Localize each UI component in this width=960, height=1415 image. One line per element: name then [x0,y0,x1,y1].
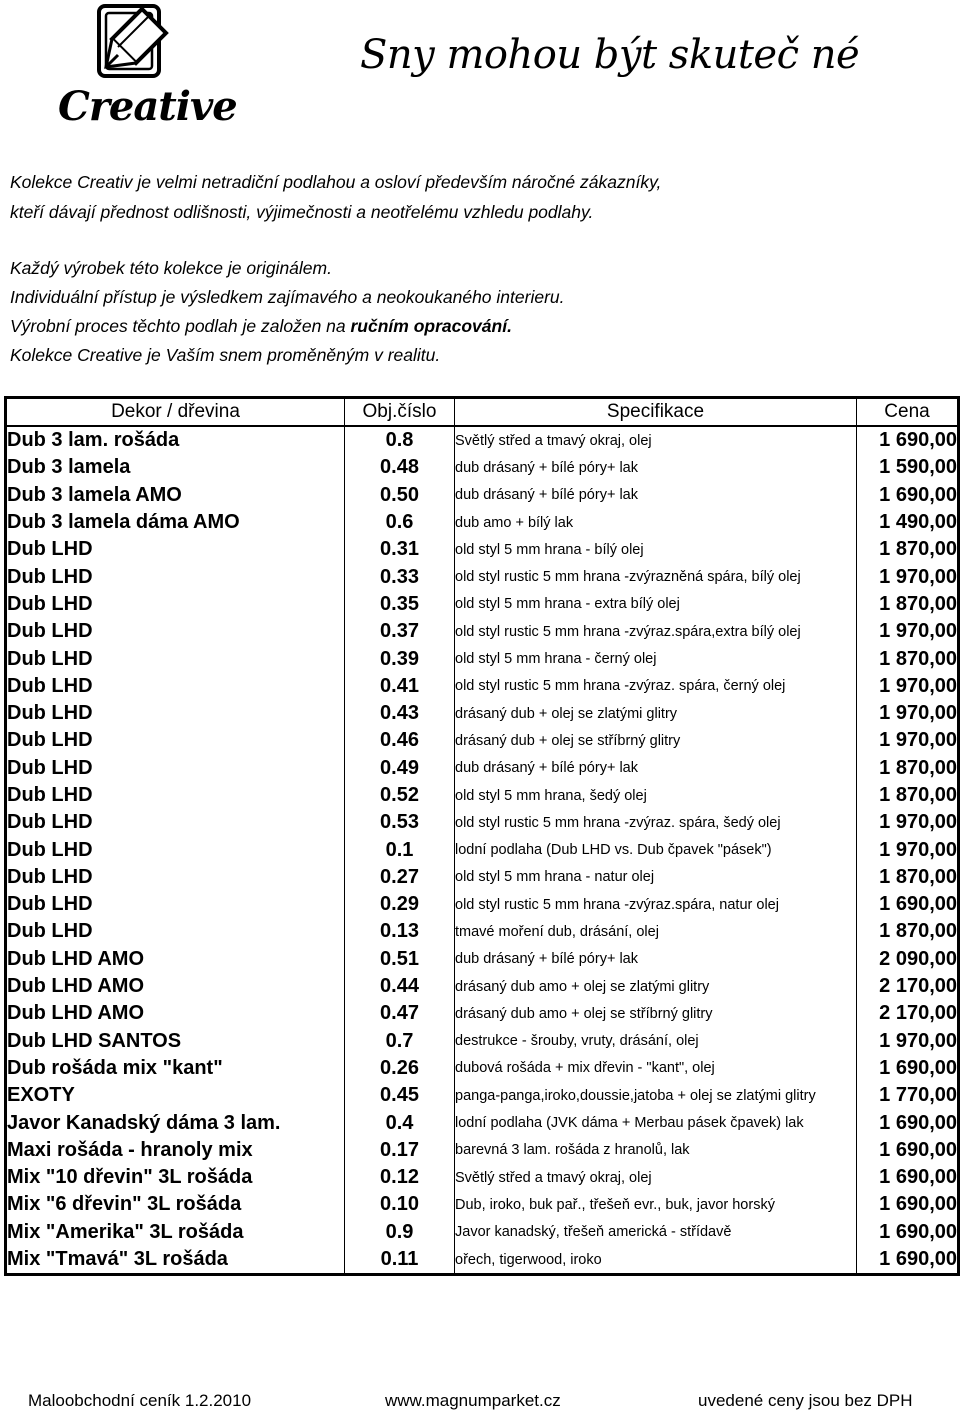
cell-cena: 1 490,00 [879,511,957,534]
cell-dekor: Mix "10 dřevin" 3L rošáda [6,1164,345,1191]
table-row [6,509,959,536]
cell-obj: 0.48 [345,454,455,481]
intro-line-5 [10,316,512,337]
cell-dekor: Dub LHD [6,700,345,727]
cell-obj: 0.46 [345,727,455,754]
cell-dekor: Dub LHD AMO [6,973,345,1000]
cell-cena: 2 170,00 [879,975,957,998]
cell-dekor: Dub 3 lamela [6,454,345,481]
cell-obj: 0.53 [345,809,455,836]
cell-dekor: Dub LHD [6,591,345,618]
slogan: Sny mohou být skuteč né [360,32,860,78]
cell-spec: old styl rustic 5 mm hrana -zvýraz.spára, natur olej [455,891,857,918]
cell-spec: Dub, iroko, buk pař., třešeň evr., buk, javor horský [455,1191,857,1218]
table-row [6,1137,959,1164]
header-dekor: Dekor / dřevina [6,398,345,427]
cell-spec: old styl 5 mm hrana - bílý olej [455,536,857,563]
cell-dekor: Dub LHD [6,618,345,645]
price-table [4,396,960,1276]
table-row [6,891,959,918]
cell-obj: 0.49 [345,755,455,782]
cell-obj: 0.12 [345,1164,455,1191]
cell-cena: 1 690,00 [879,1138,957,1161]
cell-spec: lodní podlaha (Dub LHD vs. Dub čpavek "pásek") [455,836,857,863]
footer-website: www.magnumparket.cz [385,1391,561,1410]
table-row [6,1219,959,1246]
cell-obj: 0.11 [345,1246,455,1275]
cell-obj: 0.17 [345,1137,455,1164]
cell-cena: 1 690,00 [879,1193,957,1216]
cell-obj: 0.29 [345,891,455,918]
cell-cena: 1 970,00 [879,811,957,834]
cell-dekor: Dub LHD [6,864,345,891]
cell-spec: old styl rustic 5 mm hrana -zvýrazněná spára, bílý olej [455,563,857,590]
cell-dekor: Dub LHD SANTOS [6,1028,345,1055]
cell-dekor: Javor Kanadský dáma 3 lam. [6,1109,345,1136]
footer-vat-note: uvedené ceny jsou bez DPH [698,1391,913,1410]
logo-icon [96,3,170,85]
cell-obj: 0.26 [345,1055,455,1082]
cell-cena: 1 690,00 [879,1111,957,1134]
cell-cena: 1 870,00 [879,756,957,779]
table-row [6,700,959,727]
cell-obj: 0.33 [345,563,455,590]
cell-dekor: Mix "Amerika" 3L rošáda [6,1219,345,1246]
cell-obj: 0.1 [345,836,455,863]
table-row [6,454,959,481]
cell-dekor: Dub LHD [6,891,345,918]
cell-dekor: Dub LHD [6,563,345,590]
table-row [6,755,959,782]
cell-spec: dub drásaný + bílé póry+ lak [455,946,857,973]
table-row [6,1246,959,1275]
cell-obj: 0.45 [345,1082,455,1109]
cell-cena: 1 690,00 [879,483,957,506]
cell-obj: 0.13 [345,918,455,945]
header-obj: Obj.číslo [345,398,455,427]
table-row [6,946,959,973]
table-row [6,809,959,836]
cell-obj: 0.8 [345,426,455,454]
table-row [6,426,959,454]
cell-cena: 2 090,00 [879,947,957,970]
cell-dekor: Dub LHD [6,536,345,563]
cell-cena: 1 690,00 [879,1248,957,1271]
cell-dekor: Dub LHD [6,809,345,836]
cell-dekor: Dub LHD [6,836,345,863]
cell-cena: 1 590,00 [879,456,957,479]
cell-spec: old styl rustic 5 mm hrana -zvýraz.spára,extra bílý olej [455,618,857,645]
cell-obj: 0.35 [345,591,455,618]
brand-logo: Creative [58,83,237,130]
intro-line-3: Každý výrobek této kolekce je originálem. [10,258,332,278]
cell-spec: dub drásaný + bílé póry+ lak [455,755,857,782]
cell-obj: 0.4 [345,1109,455,1136]
cell-spec: old styl 5 mm hrana, šedý olej [455,782,857,809]
cell-cena: 2 170,00 [879,1002,957,1025]
cell-obj: 0.43 [345,700,455,727]
cell-dekor: Dub LHD [6,755,345,782]
table-row [6,918,959,945]
table-row [6,1000,959,1027]
cell-spec: old styl 5 mm hrana - natur olej [455,864,857,891]
intro-line-4: Individuální přístup je výsledkem zajímavého a neokoukaného interieru. [10,287,565,307]
cell-dekor: Dub rošáda mix "kant" [6,1055,345,1082]
cell-dekor: Mix "Tmavá" 3L rošáda [6,1246,345,1275]
cell-dekor: Dub 3 lamela AMO [6,482,345,509]
cell-cena: 1 870,00 [879,647,957,670]
cell-cena: 1 690,00 [879,1166,957,1189]
intro-line-6: Kolekce Creative je Vaším snem proměněným v realitu. [10,345,441,365]
cell-cena: 1 870,00 [879,920,957,943]
cell-spec: drásaný dub amo + olej se stříbrný glitry [455,1000,857,1027]
cell-obj: 0.51 [345,946,455,973]
cell-cena: 1 970,00 [879,674,957,697]
cell-cena: 1 690,00 [879,893,957,916]
cell-obj: 0.10 [345,1191,455,1218]
cell-dekor: Dub LHD [6,673,345,700]
cell-cena: 1 970,00 [879,729,957,752]
cell-cena: 1 870,00 [879,865,957,888]
cell-dekor: Mix "6 dřevin" 3L rošáda [6,1191,345,1218]
table-row [6,563,959,590]
cell-obj: 0.7 [345,1028,455,1055]
cell-spec: drásaný dub amo + olej se zlatými glitry [455,973,857,1000]
cell-cena: 1 970,00 [879,620,957,643]
table-row [6,1191,959,1218]
table-row [6,482,959,509]
cell-cena: 1 870,00 [879,592,957,615]
cell-spec: barevná 3 lam. rošáda z hranolů, lak [455,1137,857,1164]
cell-dekor: Dub LHD [6,645,345,672]
header-spec: Specifikace [455,398,857,427]
cell-spec: old styl 5 mm hrana - extra bílý olej [455,591,857,618]
cell-spec: Světlý střed a tmavý okraj, olej [455,1164,857,1191]
cell-obj: 0.41 [345,673,455,700]
table-row [6,536,959,563]
cell-obj: 0.47 [345,1000,455,1027]
cell-obj: 0.31 [345,536,455,563]
table-row [6,782,959,809]
cell-obj: 0.52 [345,782,455,809]
table-row [6,836,959,863]
cell-obj: 0.9 [345,1219,455,1246]
table-row [6,727,959,754]
table-row [6,1082,959,1109]
cell-spec: lodní podlaha (JVK dáma + Merbau pásek čpavek) lak [455,1109,857,1136]
cell-dekor: Maxi rošáda - hranoly mix [6,1137,345,1164]
cell-spec: dub drásaný + bílé póry+ lak [455,482,857,509]
table-header-row [6,398,959,427]
cell-spec: ořech, tigerwood, iroko [455,1246,857,1275]
table-row [6,864,959,891]
cell-dekor: Dub LHD AMO [6,946,345,973]
cell-spec: Javor kanadský, třešeň americká - střídavě [455,1219,857,1246]
intro-line-1: Kolekce Creativ je velmi netradiční podlahou a osloví především náročné zákazníky, [10,172,662,192]
cell-obj: 0.37 [345,618,455,645]
cell-spec: old styl rustic 5 mm hrana -zvýraz. spára, černý olej [455,673,857,700]
table-row [6,618,959,645]
table-row [6,1164,959,1191]
cell-spec: panga-panga,iroko,doussie,jatoba + olej se zlatými glitry [455,1082,857,1109]
cell-spec: old styl rustic 5 mm hrana -zvýraz. spára, šedý olej [455,809,857,836]
cell-cena: 1 970,00 [879,702,957,725]
cell-spec: Světlý střed a tmavý okraj, olej [455,426,857,454]
table-row [6,1109,959,1136]
cell-dekor: Dub 3 lamela dáma AMO [6,509,345,536]
cell-cena: 1 970,00 [879,1029,957,1052]
table-row [6,973,959,1000]
cell-spec: destrukce - šrouby, vruty, drásání, olej [455,1028,857,1055]
cell-cena: 1 690,00 [879,1056,957,1079]
header-cena: Cena [857,398,959,427]
table-row [6,673,959,700]
cell-obj: 0.44 [345,973,455,1000]
table-row [6,1028,959,1055]
cell-spec: dub amo + bílý lak [455,509,857,536]
cell-cena: 1 690,00 [879,1220,957,1243]
cell-dekor: Dub LHD [6,782,345,809]
cell-dekor: Dub LHD [6,918,345,945]
intro-line-5-text: Výrobní proces těchto podlah je založen na [10,316,351,336]
table-row [6,591,959,618]
cell-spec: drásaný dub + olej se stříbrný glitry [455,727,857,754]
cell-cena: 1 970,00 [879,838,957,861]
footer-pricelist-date: Maloobchodní ceník 1.2.2010 [28,1391,252,1410]
cell-obj: 0.39 [345,645,455,672]
cell-spec: dubová rošáda + mix dřevin - "kant", olej [455,1055,857,1082]
table-row [6,1055,959,1082]
cell-obj: 0.27 [345,864,455,891]
cell-cena: 1 770,00 [879,1084,957,1107]
cell-dekor: Dub 3 lam. rošáda [6,426,345,454]
cell-cena: 1 690,00 [879,429,957,452]
cell-dekor: Dub LHD AMO [6,1000,345,1027]
cell-dekor: Dub LHD [6,727,345,754]
intro-line-2: kteří dávají přednost odlišnosti, výjimečnosti a neotřelému vzhledu podlahy. [10,202,594,222]
cell-dekor: EXOTY [6,1082,345,1109]
cell-spec: tmavé moření dub, drásání, olej [455,918,857,945]
cell-cena: 1 970,00 [879,565,957,588]
cell-cena: 1 870,00 [879,538,957,561]
table-row [6,645,959,672]
cell-obj: 0.6 [345,509,455,536]
cell-obj: 0.50 [345,482,455,509]
cell-cena: 1 870,00 [879,784,957,806]
cell-spec: old styl 5 mm hrana - černý olej [455,645,857,672]
cell-spec: dub drásaný + bílé póry+ lak [455,454,857,481]
cell-spec: drásaný dub + olej se zlatými glitry [455,700,857,727]
intro-line-5-emphasis: ručním opracování. [350,316,512,336]
